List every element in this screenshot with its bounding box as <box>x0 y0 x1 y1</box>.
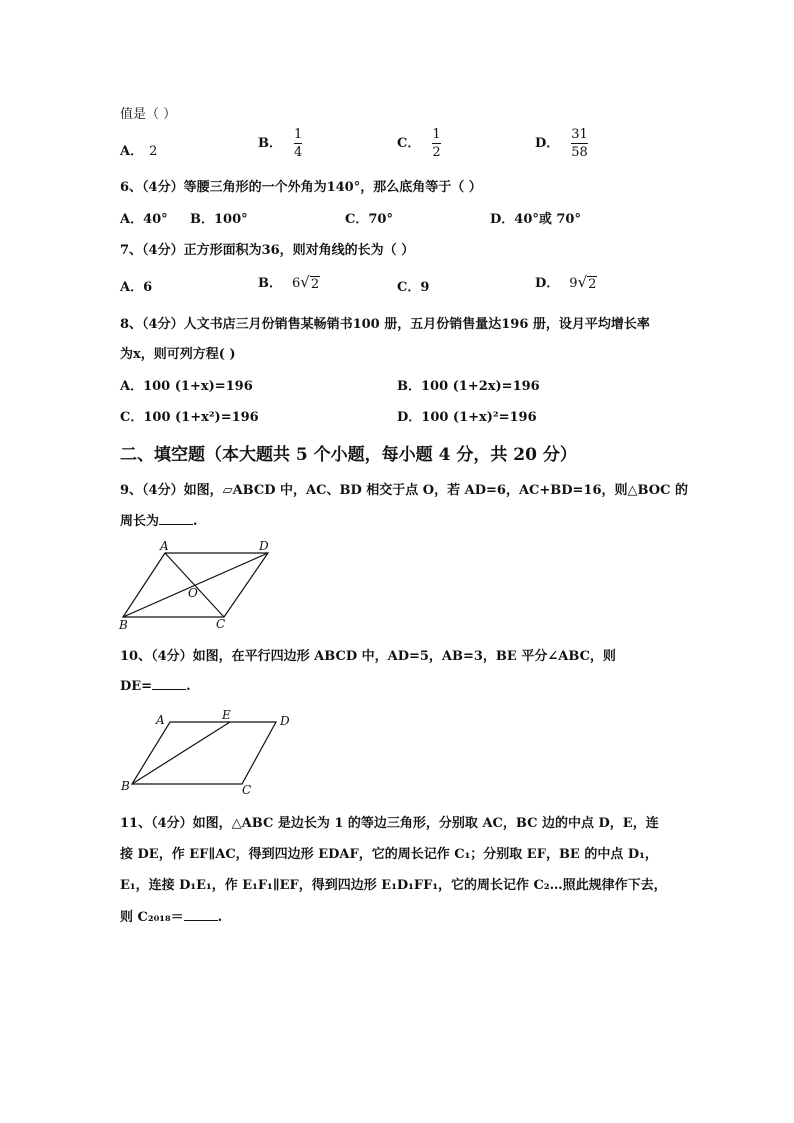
q5-option-d-label: D． <box>535 136 560 152</box>
q6-stem: 6、（4分）等腰三角形的一个外角为140°，那么底角等于（ ） <box>120 180 482 195</box>
q8-option-d: D．100 (1+x)²=196 <box>397 410 537 425</box>
section-heading: 二、填空题（本大题共 5 个小题，每小题 4 分，共 20 分） <box>120 445 577 465</box>
q6-option-d: D．40°或 70° <box>490 212 581 227</box>
q11-stem-line2: 接 DE，作 EF∥AC，得到四边形 EDAF，它的周长记作 C₁；分别取 EF，BE 的中点 D₁， <box>120 847 658 862</box>
q5-stem-tail: 值是（ ） <box>120 107 177 122</box>
q8-option-b: B．100 (1+2x)=196 <box>397 379 540 394</box>
q11-stem-line4 <box>120 906 222 925</box>
q10-period: . <box>186 679 191 694</box>
q5-option-d-fraction <box>571 128 588 159</box>
parallelogram-abcd <box>132 722 276 784</box>
sqrt-symbol <box>578 273 598 292</box>
q10-stem-text: DE= <box>120 679 153 694</box>
q7-option-b <box>258 272 320 292</box>
q7-option-b-radicand: 2 <box>310 277 320 292</box>
sqrt-symbol <box>300 273 320 292</box>
answer-blank <box>152 677 186 690</box>
answer-blank <box>184 908 218 921</box>
q11-stem-text: 则 C₂₀₁₈＝ <box>120 910 184 925</box>
q7-option-c: C．9 <box>397 280 430 295</box>
q8-stem-line2: 为x，则可列方程( ) <box>120 347 236 362</box>
q7-option-d-label: D． <box>535 276 560 291</box>
label-d: D <box>259 539 269 553</box>
label-a: A <box>156 713 165 727</box>
q9-stem-line2 <box>120 510 198 529</box>
q5-option-d <box>535 128 588 159</box>
q8-stem-line1: 8、（4分）人文书店三月份销售某畅销书100 册，五月份销售量达196 册，设月平均增长率 <box>120 317 650 332</box>
fraction-numerator: 31 <box>571 127 588 142</box>
q5-option-a-label: A． <box>120 144 144 159</box>
q11-period: . <box>217 910 223 925</box>
fraction-denominator: 2 <box>432 144 441 160</box>
q5-option-c-label: C． <box>397 136 421 152</box>
q7-stem: 7、（4分）正方形面积为36，则对角线的长为（ ） <box>120 243 415 258</box>
q7-option-d-coef: 9 <box>569 276 578 291</box>
q9-stem-line1: 9、（4分）如图，▱ABCD 中，AC、BD 相交于点 O，若 AD=6，AC+BD=16，则△BOC 的 <box>120 483 688 498</box>
segment-be <box>132 722 230 784</box>
radical-sign-icon: √ <box>577 273 588 291</box>
label-b: B <box>121 779 130 793</box>
q5-option-a <box>120 140 157 159</box>
label-c: C <box>216 617 226 630</box>
q5-option-b-fraction <box>294 128 302 159</box>
label-b: B <box>119 618 128 630</box>
q6-option-a: A．40° <box>120 212 168 227</box>
q10-parallelogram-figure <box>118 704 298 796</box>
label-o: O <box>188 586 198 600</box>
answer-blank <box>159 512 193 525</box>
label-d: D <box>280 714 290 728</box>
label-e: E <box>222 708 231 722</box>
label-c: C <box>242 783 252 796</box>
fraction-denominator: 4 <box>294 144 303 160</box>
label-a: A <box>160 539 169 553</box>
q9-period: . <box>193 514 198 529</box>
q6-option-b: B．100° <box>190 212 248 227</box>
q7-option-b-coef: 6 <box>292 276 301 291</box>
fraction-denominator: 58 <box>571 144 588 160</box>
q7-option-d-radicand: 2 <box>588 277 597 292</box>
q11-stem-line1: 11、（4分）如图，△ABC 是边长为 1 的等边三角形，分别取 AC，BC 边的中点 D，E，连 <box>120 816 659 831</box>
q7-option-a: A．6 <box>120 280 153 295</box>
q10-stem-line1: 10、（4分）如图，在平行四边形 ABCD 中，AD=5，AB=3，BE 平分∠ABC，则 <box>120 649 616 664</box>
q5-option-b-label: B． <box>258 136 282 152</box>
radical-sign-icon: √ <box>300 273 310 291</box>
q5-option-b <box>258 128 302 159</box>
fraction-numerator: 1 <box>294 127 303 142</box>
q9-stem-text: 周长为 <box>120 514 160 529</box>
q7-option-d <box>535 272 597 292</box>
q8-option-c: C．100 (1+x²)=196 <box>120 410 259 425</box>
q7-option-b-label: B． <box>258 276 282 291</box>
q5-option-c <box>397 128 441 159</box>
fraction-numerator: 1 <box>432 127 441 142</box>
q5-option-c-fraction <box>432 128 440 159</box>
q6-option-c: C．70° <box>345 212 393 227</box>
q9-parallelogram-figure <box>118 538 273 630</box>
q5-option-a-value: 2 <box>149 144 158 159</box>
q10-stem-line2 <box>120 677 191 694</box>
q11-stem-line3: E₁，连接 D₁E₁，作 E₁F₁∥EF，得到四边形 E₁D₁FF₁，它的周长记作 C₂…照此规律作下去， <box>120 878 667 893</box>
q8-option-a: A．100 (1+x)=196 <box>120 379 253 394</box>
